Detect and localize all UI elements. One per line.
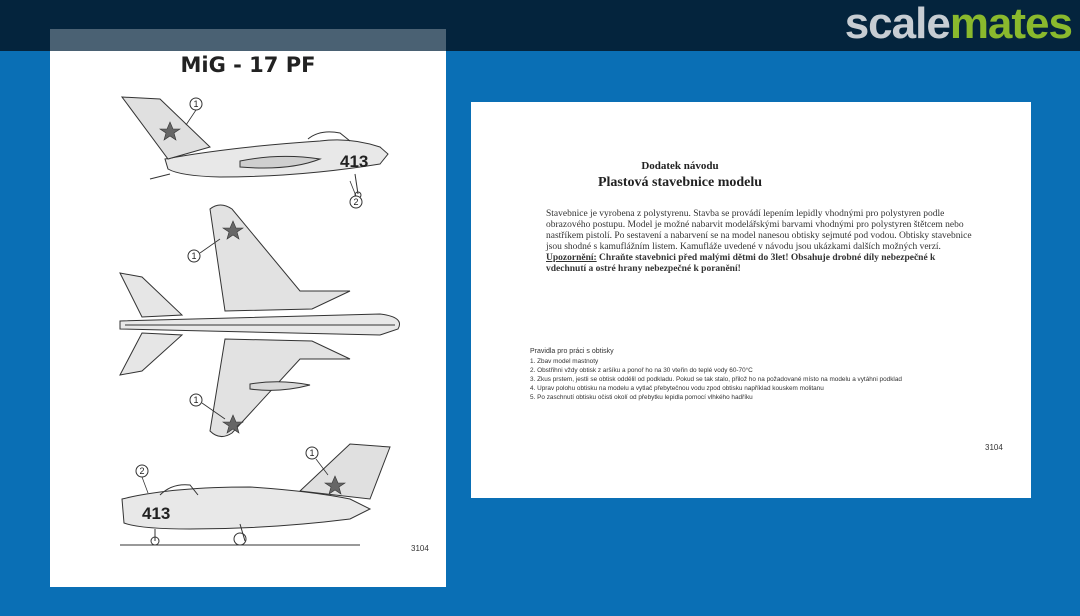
rule-item: 2. Obstřihni vždy obtisk z aršíku a ponoř ho na 30 vteřin do teplé vody 60-70°C (530, 367, 753, 374)
description-paragraph (546, 209, 976, 275)
callout-label: 1 (191, 251, 197, 261)
sheet-title: MiG - 17 PF (180, 53, 316, 77)
top-view (120, 205, 400, 437)
description-text: Stavebnice je vyrobena z polystyrenu. Stavba se provádí lepením lepidly vhodnými pro polystyren podle obrazového postupu. Model je možné nabarvit modelářskými barvami vhodnými pro polystyren štětcem nebo nastříkem pistolí. Po sestavení a nabarvení se na model nanesou obtisky sejmuté pod vodou. Obtisky stavebnice jsou shodné s kamuflážním listem. Kamufláže uvedené v návodu jsou ukázkami dalších možných verzí. (546, 209, 972, 252)
callout-label: 2 (353, 197, 359, 207)
rule-item: 4. Uprav polohu obtisku na modelu a vytlač přebytečnou vodu zpod obtisku například kouskem molitanu (530, 385, 824, 392)
heading-kit: Plastová stavebnice modelu (597, 175, 763, 190)
addendum-heading (471, 160, 889, 191)
callout-label: 1 (193, 395, 199, 405)
callout-label: 1 (193, 99, 199, 109)
aircraft-line-drawings (50, 29, 446, 587)
scalemates-logo[interactable]: scalemates (844, 0, 1072, 48)
callout-label: 2 (139, 466, 145, 476)
instruction-sheet-drawing[interactable] (50, 29, 446, 587)
heading-addendum: Dodatek návodu (641, 160, 719, 172)
page-number: 3104 (411, 544, 429, 553)
tail-number: 413 (340, 152, 369, 171)
callout-label: 1 (309, 448, 315, 458)
rule-item: 5. Po zaschnutí obtisku očisti okolí od přebytku lepidla pomocí vlhkého hadříku (530, 394, 753, 401)
warning (546, 253, 935, 274)
rule-item: 1. Zbav model mastnoty (530, 358, 599, 365)
rule-item: 3. Zkus prstem, jestli se obtisk oddělil od podkladu. Pokud se tak stalo, přilož ho na požadované místo na modelu a vytáhni podklad (530, 376, 902, 383)
tail-number: 413 (142, 504, 171, 523)
side-view-bottom (120, 444, 390, 545)
side-view-top (122, 97, 388, 198)
decal-rules (530, 347, 950, 402)
rules-heading: Pravidla pro práci s obtisky (530, 348, 614, 355)
warning-text: Chraňte stavebnici před malými dětmi do 3let! Obsahuje drobné díly nebezpečné k vdechnutí a ostré hrany nebezpečné k poranění! (546, 253, 936, 274)
warning-label: Upozornění: (546, 253, 597, 263)
instruction-sheet-text[interactable] (471, 102, 1031, 498)
page-number: 3104 (985, 443, 1003, 452)
